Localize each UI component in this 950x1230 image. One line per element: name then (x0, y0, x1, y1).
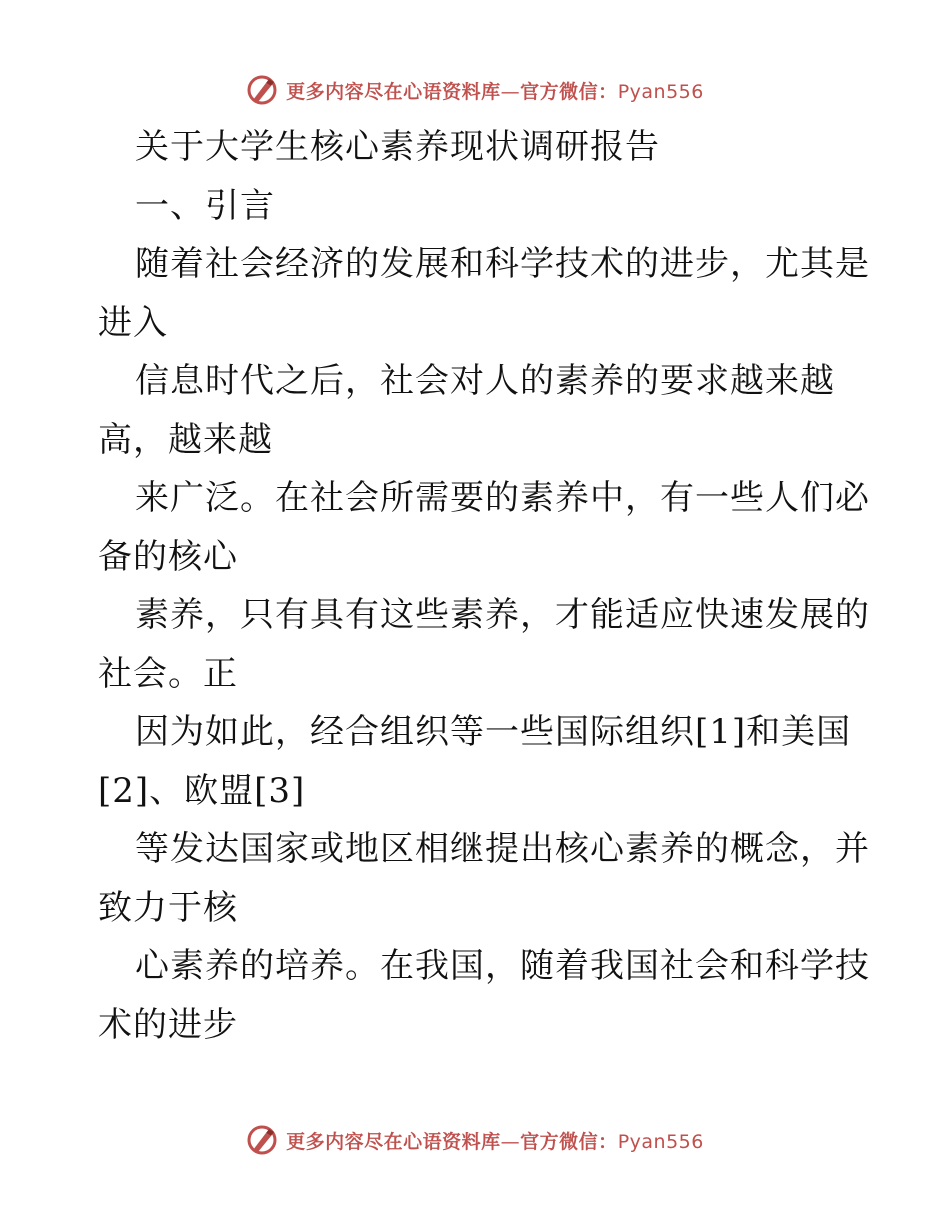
text-line: [2]、欧盟[3] (98, 770, 306, 811)
text-line: 备的核心 (98, 536, 238, 577)
text-line: 来广泛。在社会所需要的素养中，有一些人们必 (135, 478, 870, 518)
watermark-dash: — (500, 1130, 521, 1153)
pen-logo-icon (246, 74, 278, 106)
watermark-wechat-label: 官方微信： (520, 80, 618, 103)
text-line: 进入 (98, 302, 168, 343)
watermark-wechat-id: Pyan556 (617, 1130, 704, 1153)
header-watermark (0, 70, 950, 110)
text-line: 高，越来越 (98, 419, 273, 460)
watermark-brand: 更多内容尽在心语资料库 (286, 1130, 501, 1153)
text-line: 信息时代之后，社会对人的素养的要求越来越 (135, 361, 835, 401)
section-heading: 一、引言 (135, 185, 275, 226)
watermark-wechat-id: Pyan556 (617, 80, 704, 103)
watermark-text (286, 77, 704, 104)
text-line: 随着社会经济的发展和科学技术的进步，尤其是 (135, 244, 870, 284)
watermark-wechat-label: 官方微信： (520, 1130, 618, 1153)
watermark-text (286, 1127, 704, 1154)
text-line: 致力于核 (98, 887, 238, 928)
text-line: 心素养的培养。在我国，随着我国社会和科学技 (135, 946, 870, 986)
footer-watermark (0, 1120, 950, 1160)
text-line: 素养，只有具有这些素养，才能适应快速发展的 (135, 595, 870, 635)
text-line: 因为如此，经合组织等一些国际组织[1]和美国 (135, 712, 852, 752)
watermark-brand: 更多内容尽在心语资料库 (286, 80, 501, 103)
document-body (98, 118, 870, 1054)
watermark-dash: — (500, 80, 521, 103)
pen-logo-icon (246, 1124, 278, 1156)
text-line: 等发达国家或地区相继提出核心素养的概念，并 (135, 829, 870, 869)
text-line: 术的进步 (98, 1004, 238, 1045)
document-title: 关于大学生核心素养现状调研报告 (135, 127, 660, 167)
text-line: 社会。正 (98, 653, 238, 694)
